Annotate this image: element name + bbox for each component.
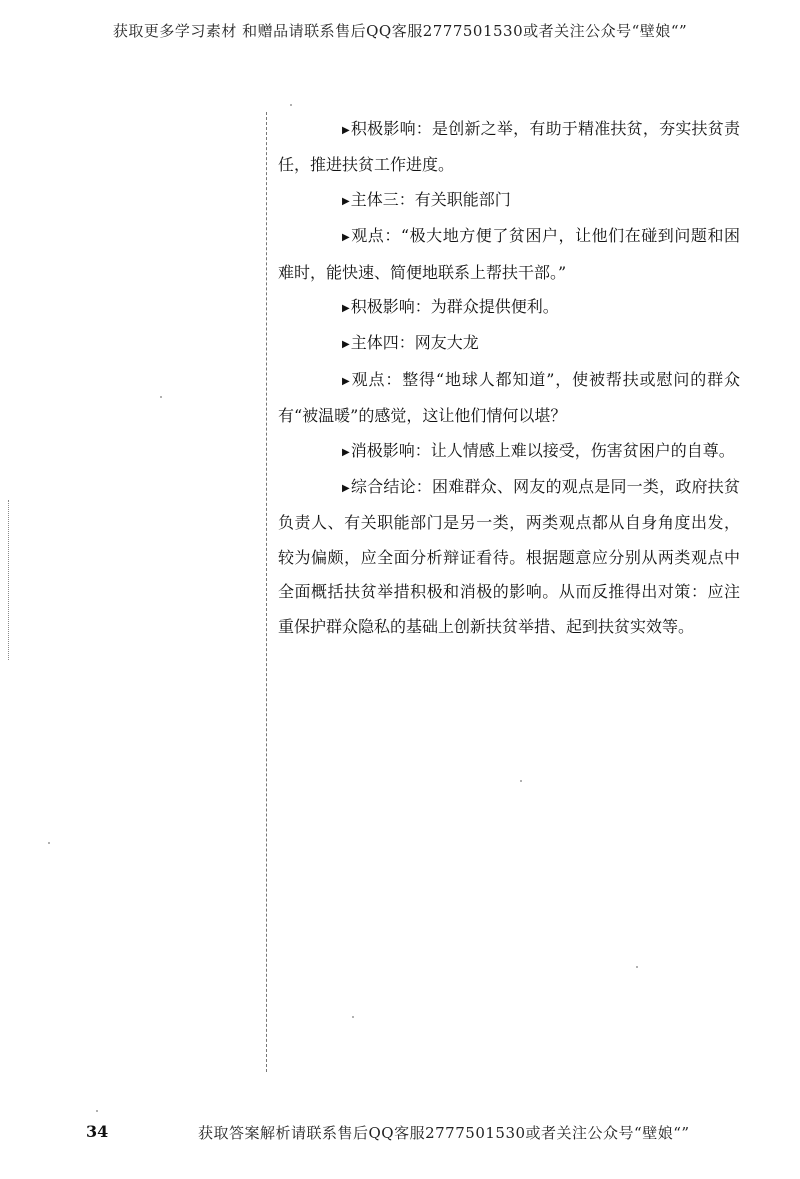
arrow-marker-icon: ▶ (342, 483, 350, 495)
paragraph: ▶消极影响：让人情感上难以接受，伤害贫困户的自尊。 (278, 434, 740, 470)
paragraph: ▶观点：整得“地球人都知道”，使被帮扶或慰问的群众有“被温暖”的感觉，这让他们情何以堪？ (278, 363, 740, 434)
page-header: 获取更多学习素材 和赠品请联系售后QQ客服2777501530或者关注公众号“壁娘“” (112, 22, 688, 40)
paragraph: ▶综合结论：困难群众、网友的观点是同一类，政府扶贫负责人、有关职能部门是另一类，两类观点都从自身角度出发，较为偏颇，应全面分析辩证看待。根据题意应分别从两类观点中全面概括扶贫举措积极和消极的影响。从而反推得出对策：应注重保护群众隐私的基础上创新扶贫举措、起到扶贫实效等。 (278, 470, 740, 644)
paragraph: ▶主体三：有关职能部门 (278, 183, 740, 219)
paragraph: ▶积极影响：为群众提供便利。 (278, 290, 740, 326)
arrow-marker-icon: ▶ (342, 446, 350, 458)
arrow-marker-icon: ▶ (342, 303, 350, 315)
scan-speck (352, 1016, 354, 1018)
page-number: 34 (86, 1122, 109, 1141)
answer-content (278, 112, 740, 644)
scan-speck (520, 780, 522, 782)
arrow-marker-icon: ▶ (342, 339, 350, 351)
arrow-marker-icon: ▶ (342, 125, 350, 136)
scan-speck (636, 966, 638, 968)
scan-speck (48, 842, 50, 844)
arrow-marker-icon: ▶ (342, 195, 350, 207)
paragraph: ▶积极影响：是创新之举，有助于精准扶贫，夯实扶贫责任，推进扶贫工作进度。 (278, 112, 740, 183)
paragraph: ▶观点：“极大地方便了贫困户，让他们在碰到问题和困难时，能快速、简便地联系上帮扶干部。” (278, 219, 740, 290)
scan-edge-marks (8, 500, 11, 660)
paragraph: ▶主体四：网友大龙 (278, 326, 740, 362)
binding-line (266, 112, 267, 1072)
arrow-marker-icon: ▶ (342, 375, 350, 387)
scan-speck (96, 1110, 98, 1112)
page-footer: 获取答案解析请联系售后QQ客服2777501530或者关注公众号“壁娘“” (198, 1124, 690, 1142)
arrow-marker-icon: ▶ (342, 232, 350, 244)
scan-speck (160, 396, 162, 398)
scan-speck (290, 104, 292, 106)
